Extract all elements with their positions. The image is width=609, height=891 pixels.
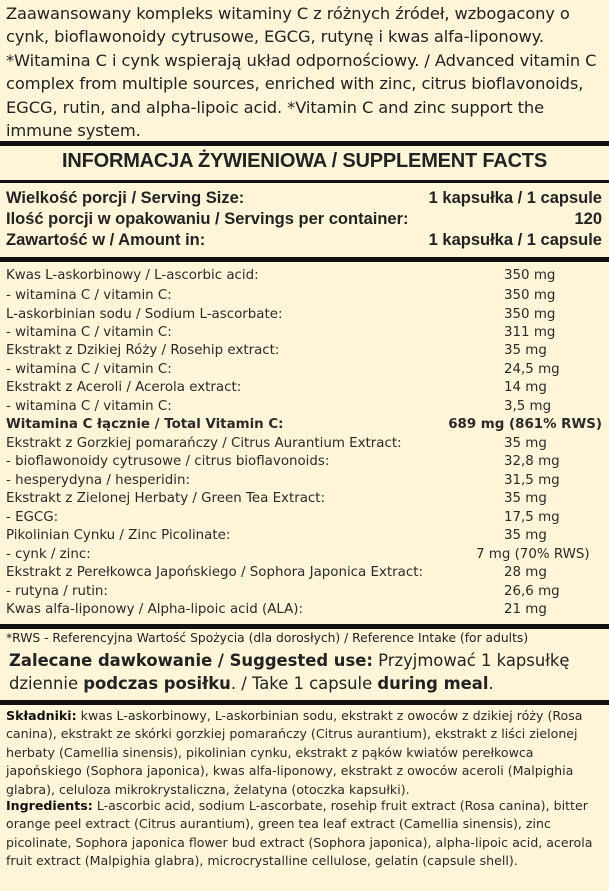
nutrient-label: Ekstrakt z Perełkowca Japońskiego / Sophora Japonica Extract: [6,565,423,580]
nutrient-label: - witamina C / vitamin C: [6,325,172,340]
product-description: Zaawansowany kompleks witaminy C z różnych źródeł, wzbogacony o cynk, bioflawonoidy cytrusowe, EGCG, rutynę i kwas alfa-liponowy. *Witamina C i cynk wspierają układ odpornościowy. / Advanced vitamin C complex from multiple sources, enriched with zinc, citrus bioflavonoids, EGCG, rutin, and alpha-lipoic acid. *Vitamin C and zinc support the immune system. [6,4,597,141]
ingredients-pl-text: kwas L-askorbinowy, L-askorbinian sodu, ekstrakt z owoców z dzikiej róży (Rosa canina), ekstrakt ze skórki gorzkiej pomarańczy (Citrus aurantium), ekstrakt z liści zielonej herbaty (Camellia sinensis), pikolinian cynku, ekstrakt z pąków kwiatów perełkowca japońskiego (Sophora japonica), kwas alfa-liponowy, ekstrakt z owoców aceroli (Malpighia glabra), celuloza mikrokrystaliczna, żelatyna (otoczka kapsułki). [6,708,583,797]
suggested-use-text: Przyjmować 1 kapsułkę dziennie [9,651,570,693]
nutrient-label: - witamina C / vitamin C: [6,288,172,303]
serving-size-value: 1 kapsułka / 1 capsule [428,189,602,207]
nutrient-row [6,434,602,454]
nutrient-value: 21 mg [504,602,547,617]
rws-note: *RWS - Referencyjna Wartość Spożycia (dla dorosłych) / Reference Intake (for adults) [6,631,529,645]
nutrient-value: 35 mg [504,436,547,451]
suggested-use-text: . / Take 1 capsule [230,674,378,693]
supplement-facts-title: INFORMACJA ŻYWIENIOWA / SUPPLEMENT FACTS [62,150,547,172]
servings-per-container-row [6,210,602,232]
amount-in-row [6,231,602,253]
nutrient-value: 350 mg [504,288,556,303]
nutrient-value: 28 mg [504,565,547,580]
nutrient-value: 32,8 mg [504,454,560,469]
nutrient-value: 35 mg [504,343,547,358]
nutrient-label: Witamina C łącznie / Total Vitamin C: [6,417,284,432]
nutrient-row [6,526,602,546]
ingredients-en [6,797,604,871]
nutrient-row [6,489,602,509]
nutrient-row [6,452,602,472]
nutrient-row [6,582,602,602]
nutrient-label: - witamina C / vitamin C: [6,399,172,414]
nutrient-row [6,508,602,528]
nutrient-row [6,360,602,380]
nutrient-value: 689 mg (861% RWS) [448,417,602,432]
nutrient-row [6,471,602,491]
nutrient-label: - bioflawonoidy cytrusowe / citrus bioflavonoids: [6,454,330,469]
serving-size-row [6,189,602,211]
nutrient-label: L-askorbinian sodu / Sodium L-ascorbate: [6,307,283,322]
nutrient-label: - rutyna / rutin: [6,584,108,599]
nutrient-value: 14 mg [504,380,547,395]
nutrient-row [6,266,602,286]
nutrient-row [6,600,602,620]
amount-in-label: Zawartość w / Amount in: [6,231,206,249]
amount-in-value: 1 kapsułka / 1 capsule [428,231,602,249]
divider-title [0,180,609,183]
divider-top-thick [0,141,609,146]
ingredients-pl-label: Składniki: [6,708,77,723]
nutrient-row-total [6,415,602,435]
ingredients-pl [6,707,604,799]
suggested-use-label: Zalecane dawkowanie / Suggested use: [9,651,373,670]
nutrient-value: 7 mg (70% RWS) [476,547,590,562]
ingredients-en-text: L-ascorbic acid, sodium L-ascorbate, rosehip fruit extract (Rosa canina), bitter orange peel extract (Citrus aurantium), green tea leaf extract (Camellia sinensis), zinc picolinate, Sophora japonica flower bud extract (Sophora japonica), alpha-lipoic acid, acerola fruit extract (Malpighia glabra), microcrystalline cellulose, gelatin (capsule shell). [6,798,593,869]
suggested-use [9,649,604,695]
nutrient-row [6,286,602,306]
serving-size-label: Wielkość porcji / Serving Size: [6,189,245,207]
nutrient-label: Pikolinian Cynku / Zinc Picolinate: [6,528,231,543]
nutrient-row [6,341,602,361]
nutrient-label: Kwas alfa-liponowy / Alpha-lipoic acid (ALA): [6,602,304,617]
nutrient-value: 350 mg [504,268,556,283]
divider-dose [0,700,609,705]
nutrient-row [6,305,602,325]
nutrient-value: 3,5 mg [504,399,552,414]
nutrient-label: - EGCG: [6,510,59,525]
nutrient-label: Ekstrakt z Gorzkiej pomarańczy / Citrus Aurantium Extract: [6,436,402,451]
servings-per-container-label: Ilość porcji w opakowaniu / Servings per container: [6,210,409,228]
nutrient-label: - cynk / zinc: [6,547,91,562]
nutrient-label: Ekstrakt z Zielonej Herbaty / Green Tea Extract: [6,491,326,506]
nutrient-label: - hesperydyna / hesperidin: [6,473,190,488]
divider-serving [0,257,609,262]
suggested-use-emphasis: podczas posiłku [83,674,231,693]
nutrient-label: - witamina C / vitamin C: [6,362,172,377]
nutrient-value: 17,5 mg [504,510,560,525]
nutrient-row [6,378,602,398]
servings-per-container-value: 120 [574,210,602,228]
nutrient-label: Ekstrakt z Aceroli / Acerola extract: [6,380,242,395]
suggested-use-text: . [488,674,494,693]
ingredients-en-label: Ingredients: [6,798,93,813]
nutrient-value: 350 mg [504,307,556,322]
nutrient-row [6,323,602,343]
nutrient-value: 31,5 mg [504,473,560,488]
nutrient-row [6,397,602,417]
nutrient-row [6,545,602,565]
nutrient-value: 35 mg [504,491,547,506]
suggested-use-emphasis: during meal [377,674,489,693]
nutrient-row [6,563,602,583]
nutrient-value: 24,5 mg [504,362,560,377]
nutrient-value: 311 mg [504,325,556,340]
nutrient-value: 26,6 mg [504,584,560,599]
nutrient-label: Kwas L-askorbinowy / L-ascorbic acid: [6,268,259,283]
nutrient-label: Ekstrakt z Dzikiej Róży / Rosehip extract: [6,343,280,358]
nutrient-value: 35 mg [504,528,547,543]
